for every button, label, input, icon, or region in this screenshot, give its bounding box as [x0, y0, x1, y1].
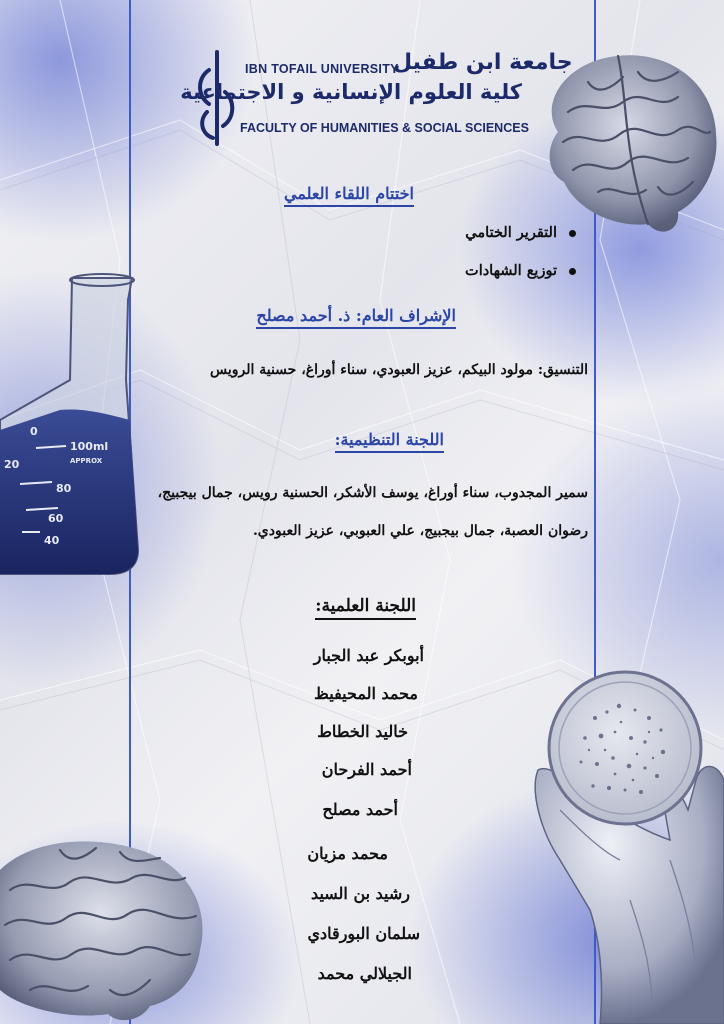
brain-icon: [0, 830, 210, 1024]
scientific-committee-title: اللجنة العلمية:: [315, 596, 416, 620]
flask-mark: 60: [48, 512, 64, 525]
flask-icon: [0, 270, 140, 580]
university-name-en: IBN TOFAIL UNIVERSITY: [245, 62, 399, 76]
flask-approx-label: APPROX: [70, 457, 103, 465]
supervision-heading: الإشراف العام: ذ. أحمد مصلح: [256, 306, 456, 329]
scientific-member: رشيد بن السيد: [311, 884, 410, 903]
scientific-member: أحمد مصلح: [322, 800, 398, 819]
scientific-member: خاليد الخطاط: [317, 722, 408, 741]
scientific-member: أحمد الفرحان: [321, 760, 412, 779]
organizing-committee-title: اللجنة التنظيمية:: [335, 430, 444, 453]
closing-item-text: توزيع الشهادات: [465, 262, 557, 279]
bullet-icon: [569, 230, 576, 237]
scientific-member: محمد مزيان: [307, 844, 388, 863]
closing-item: [465, 262, 576, 279]
scientific-member: سلمان البورقادي: [307, 924, 420, 943]
organizing-committee-members: سمير المجدوب، سناء أوراغ، يوسف الأشكر، الحسنية رويس، جمال بيجبيج، رضوان العصبة، جمال بيجبيج، علي العبوبي، عزيز العبودي.: [157, 485, 588, 539]
faculty-name-ar: كلية العلوم الإنسانية و الاجتماعية: [180, 80, 522, 104]
closing-title: اختتام اللقاء العلمي: [284, 184, 414, 207]
closing-item-text: التقرير الختامي: [465, 224, 557, 241]
coordination-text: التنسيق: مولود البيكم، عزيز العبودي، سناء أوراغ، حسنية الرويس: [209, 362, 588, 378]
flask-volume-label: 100ml: [70, 440, 109, 453]
bullet-icon: [569, 268, 576, 275]
flask-mark: 20: [4, 458, 20, 471]
petri-dish-icon: [545, 668, 705, 828]
flask-mark: 0: [30, 425, 38, 438]
faculty-name-en: FACULTY OF HUMANITIES & SOCIAL SCIENCES: [240, 121, 529, 135]
flask-mark: 40: [44, 534, 60, 547]
scientific-member: محمد المحيفيظ: [314, 684, 418, 703]
flask-mark: 80: [56, 482, 72, 495]
scientific-member: الجيلالي محمد: [317, 964, 412, 983]
closing-item: [465, 224, 576, 241]
university-name-ar: جامعة ابن طفيل: [393, 50, 573, 75]
scientific-member: أبوبكر عبد الجبار: [313, 646, 424, 665]
